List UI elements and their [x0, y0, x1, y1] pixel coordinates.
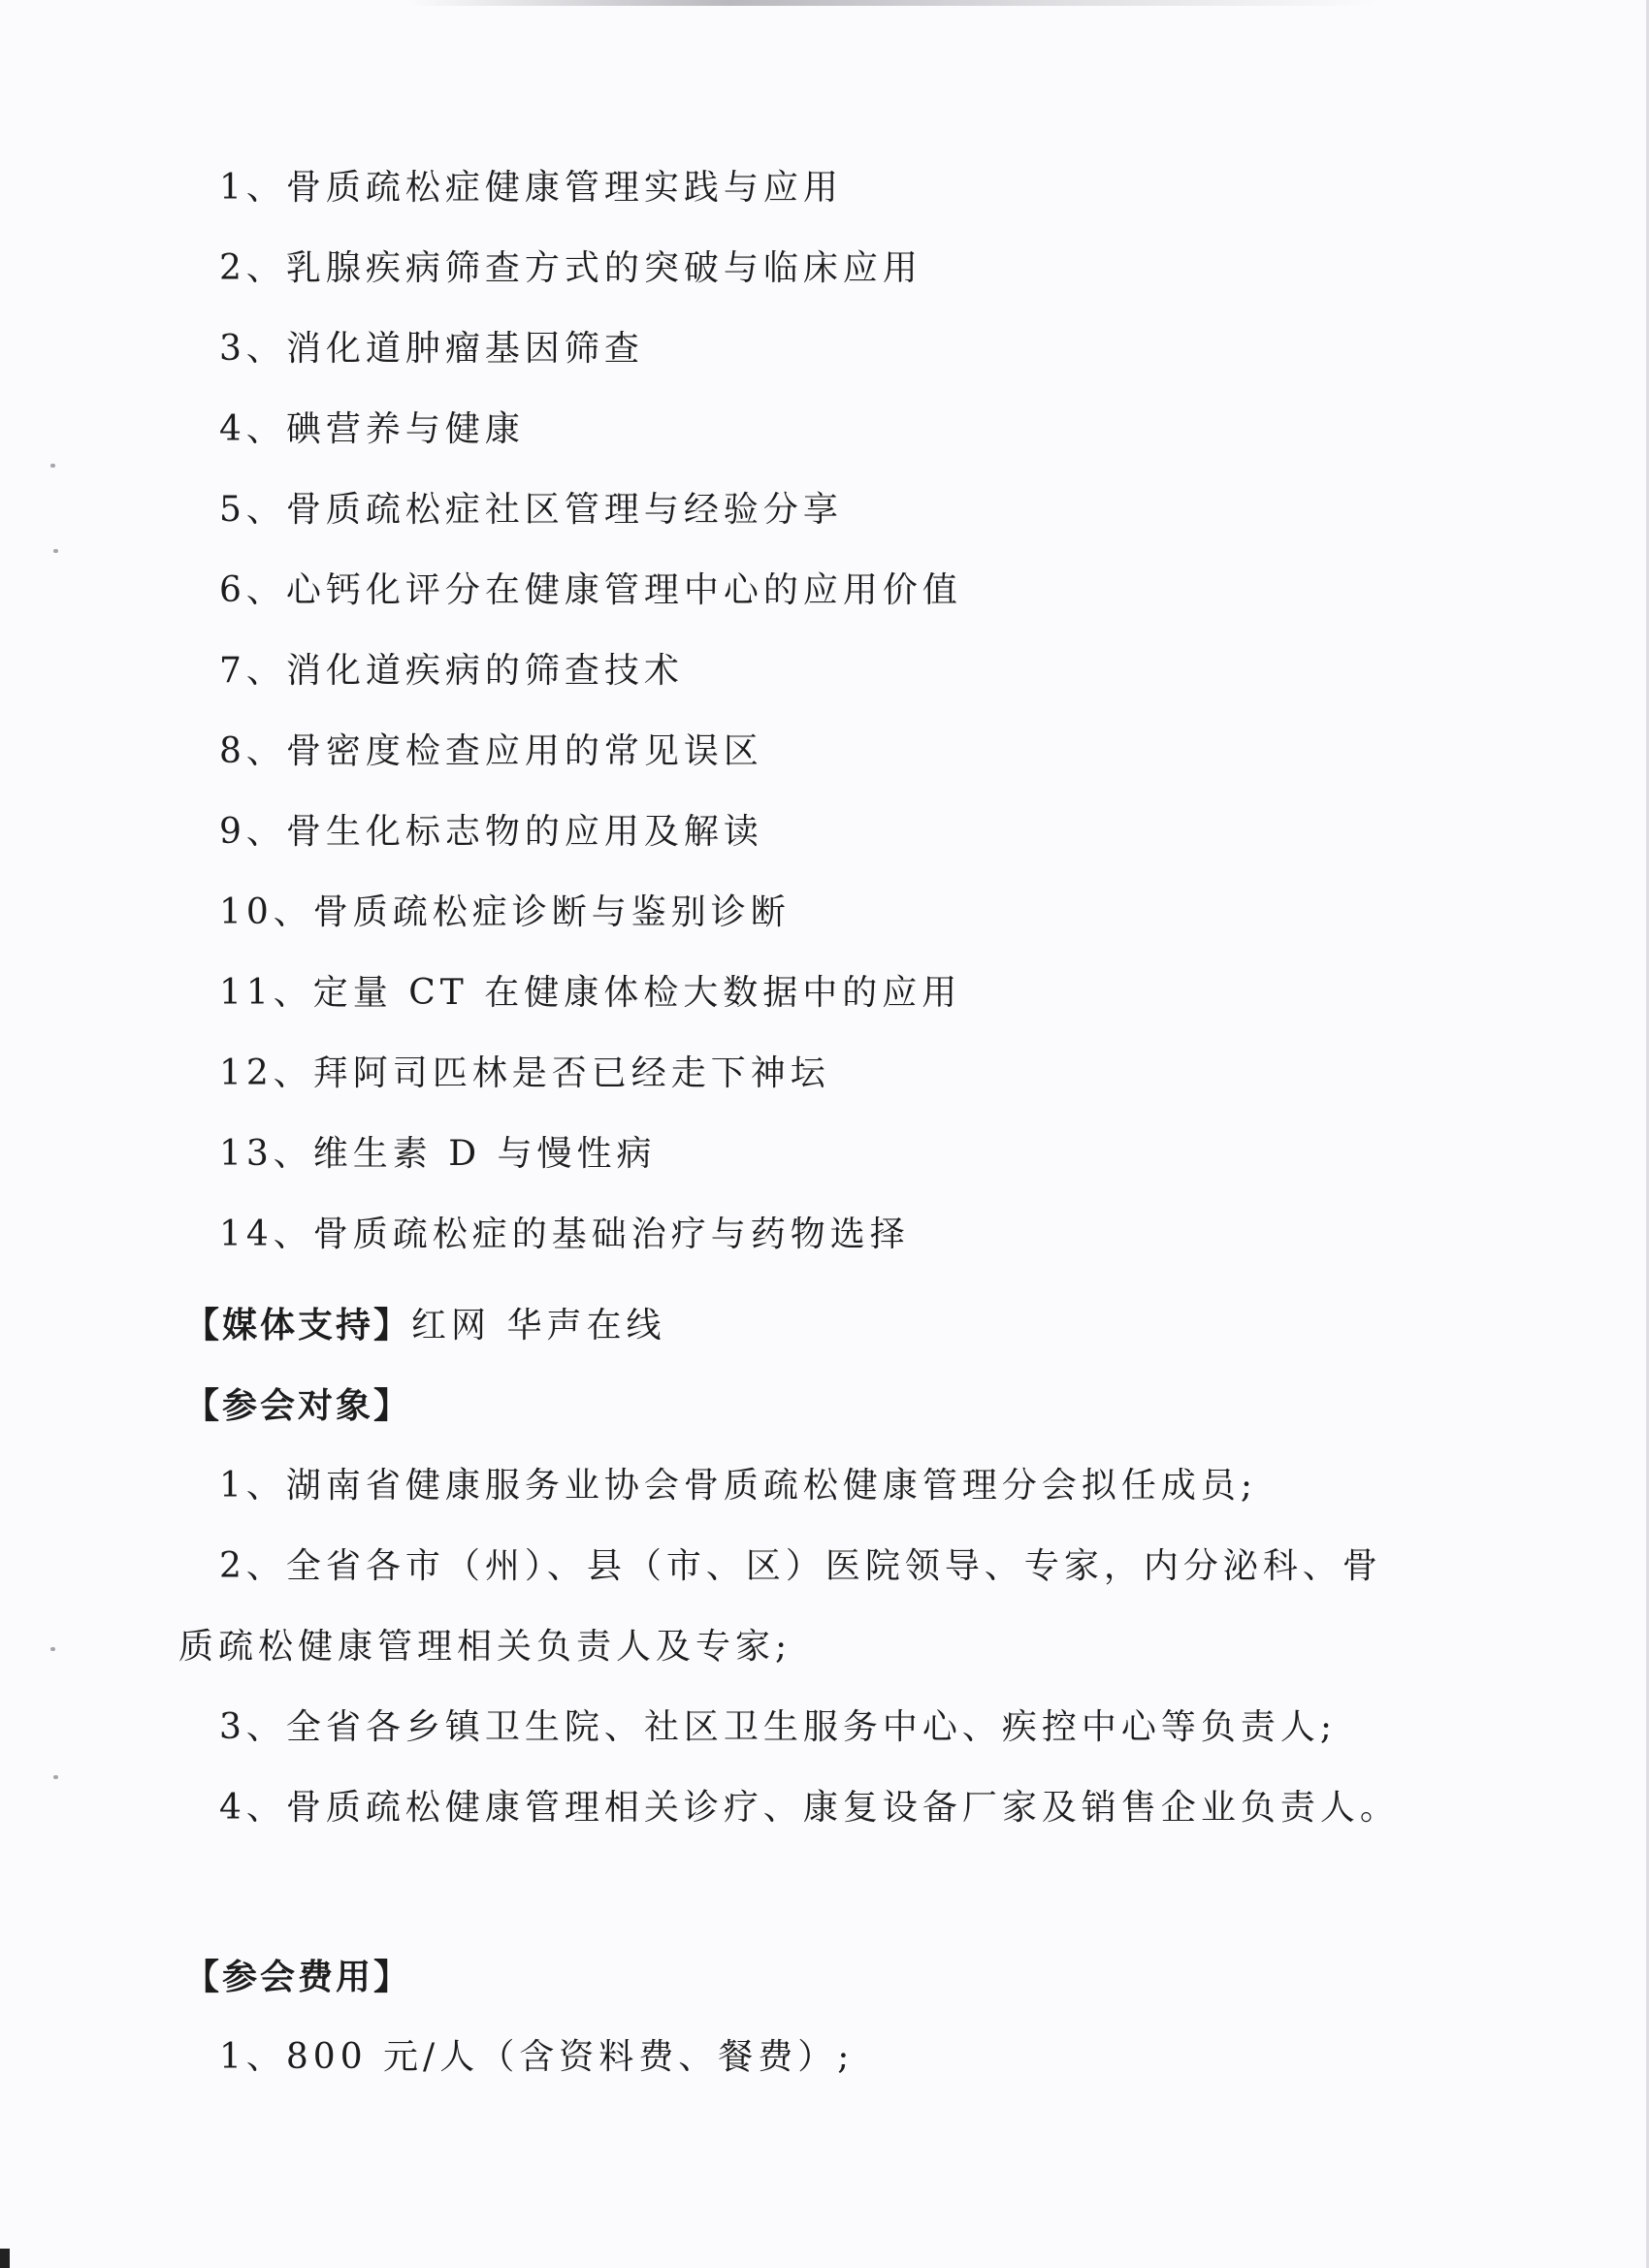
- scan-top-edge: [407, 0, 1377, 6]
- topic-item-1: 1、骨质疏松症健康管理实践与应用: [219, 168, 843, 208]
- topic-item-3: 3、消化道肿瘤基因筛查: [219, 329, 644, 369]
- participant-item-1: 1、湖南省健康服务业协会骨质疏松健康管理分会拟任成员;: [219, 1466, 1258, 1506]
- scan-speck: [50, 464, 55, 468]
- scan-speck: [53, 549, 58, 553]
- topic-item-4: 4、碘营养与健康: [219, 409, 525, 449]
- participant-item-2-continued: 质疏松健康管理相关负责人及专家;: [178, 1627, 792, 1667]
- topic-item-8: 8、骨密度检查应用的常见误区: [219, 731, 763, 771]
- topic-item-9: 9、骨生化标志物的应用及解读: [219, 812, 763, 852]
- scan-speck: [50, 1647, 55, 1651]
- topic-item-6: 6、心钙化评分在健康管理中心的应用价值: [219, 570, 962, 610]
- fees-heading: 【参会费用】: [184, 1957, 412, 1997]
- scan-speck: [53, 1775, 58, 1779]
- participant-item-2: 2、全省各市（州）、县（市、区）医院领导、专家，内分泌科、骨: [219, 1546, 1382, 1586]
- media-support-heading: 【媒体支持】: [184, 1305, 412, 1345]
- topic-item-7: 7、消化道疾病的筛查技术: [219, 651, 684, 691]
- participant-item-4: 4、骨质疏松健康管理相关诊疗、康复设备厂家及销售企业负责人。: [219, 1788, 1400, 1828]
- fee-item-1: 1、800 元/人（含资料费、餐费）;: [219, 2037, 855, 2077]
- topic-item-10: 10、骨质疏松症诊断与鉴别诊断: [219, 892, 791, 932]
- participant-item-3: 3、全省各乡镇卫生院、社区卫生服务中心、疾控中心等负责人;: [219, 1707, 1338, 1747]
- topic-item-11: 11、定量 CT 在健康体检大数据中的应用: [219, 973, 962, 1013]
- topic-item-2: 2、乳腺疾病筛查方式的突破与临床应用: [219, 248, 922, 288]
- topic-item-14: 14、骨质疏松症的基础治疗与药物选择: [219, 1215, 910, 1254]
- topic-item-12: 12、拜阿司匹林是否已经走下神坛: [219, 1053, 830, 1093]
- media-support-section: [184, 1304, 665, 1347]
- topic-item-13: 13、维生素 D 与慢性病: [219, 1134, 657, 1174]
- topic-item-5: 5、骨质疏松症社区管理与经验分享: [219, 490, 843, 530]
- media-support-text: 红网 华声在线: [411, 1306, 666, 1345]
- participants-heading: 【参会对象】: [184, 1385, 412, 1426]
- scan-corner-mark: [0, 2249, 10, 2268]
